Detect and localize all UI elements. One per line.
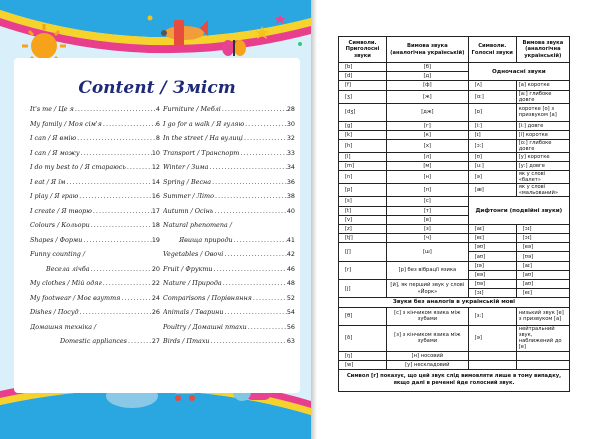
toc-entry[interactable]: Shapes / Форми ..... 19 — [30, 236, 160, 251]
table-row: [v] [в] — [339, 215, 570, 224]
toc-entry[interactable]: I eat / Я їм ..... 14 — [30, 178, 160, 193]
toc-entry[interactable]: I can / Я можу ..... 10 — [30, 149, 160, 164]
toc-entry[interactable]: Poultry / Домашні птахи ..... 56 — [163, 323, 295, 338]
table-row: [f] [ф] [ʌ] [а] коротке — [339, 81, 570, 90]
table-of-contents — [14, 58, 300, 393]
toc-entry[interactable]: Winter / Зима ..... 34 — [163, 163, 295, 178]
column-header: Вимова звука (аналогічна українській) — [516, 37, 569, 63]
toc-entry[interactable]: In the street / На вулиці ..... 32 — [163, 134, 295, 149]
table-row: [d] [д] — [339, 72, 570, 81]
table-row: [g] [г] [i:] [і:] довге — [339, 121, 570, 130]
toc-entry[interactable]: Birds / Птахи ..... 63 — [163, 337, 295, 352]
section-label: Дифтонги (подвійні звуки) — [468, 197, 569, 225]
butterfly-icon — [222, 40, 246, 56]
table-row: [k] [к] [ɪ] [і] коротке — [339, 130, 570, 139]
table-row: [ɔɪ] [eɪ] — [339, 289, 570, 298]
table-row: [aʊ] [ʊə] — [339, 252, 570, 261]
table-row: [z] [з] [aɪ] [ɔɪ] — [339, 224, 570, 233]
table-row: [w] [у] нескладовий — [339, 360, 570, 369]
table-row: [m] [м] [u:] [у:] довге — [339, 162, 570, 171]
column-header: Символи. Голосні звуки — [468, 37, 516, 63]
phonetic-table — [338, 36, 570, 392]
toc-entry[interactable]: Nature / Природа ..... 48 — [163, 279, 295, 294]
toc-entry[interactable]: Funny counting / — [30, 250, 86, 258]
table-row: [s] [с] Дифтонги (подвійні звуки) — [339, 197, 570, 206]
table-row: [ð] [з] з кінчиком язика між зубами [ə] нейтральний звук, наближений до [е] — [339, 325, 570, 351]
table-row: [eə] [aʊ] — [339, 270, 570, 279]
table-row: [n] [н] [ə] як у слові «балет» — [339, 171, 570, 184]
toc-entry[interactable]: Весела лічба ..... 20 — [30, 265, 160, 280]
table-row: [r] [р] без вібрації язика [ɪə] [aɪ] — [339, 261, 570, 270]
table-row: [l] [л] [ʊ] [у] коротке — [339, 152, 570, 161]
toc-entry[interactable]: Autumn / Осінь ..... 40 — [163, 207, 295, 222]
footnote: Символ [r] показує, що цей звук слід вимовляти лише в тому випадку, якщо далі в реченні йде голосний звук. — [339, 369, 570, 391]
toc-entry[interactable]: Domestic appliances ..... 27 — [30, 337, 160, 352]
toc-column-left — [30, 105, 160, 352]
table-row: [j] [й], як перший звук у слові «Йорк» [ʊə] [aʊ] — [339, 280, 570, 289]
table-row: [h] [х] [ɔ:] [о:] глибоке довге — [339, 139, 570, 152]
toc-entry[interactable]: Comparisons / Порівняння ..... 52 — [163, 294, 295, 309]
table-row: [ʃ] [ш] [əʊ] [eə] — [339, 243, 570, 252]
table-row: [p] [п] [æ] як у слові «мальований» — [339, 184, 570, 197]
table-row: [tʃ] [ч] [eɪ] [ɔɪ] — [339, 234, 570, 243]
table-row: [ŋ] [н] носовий — [339, 351, 570, 360]
toc-entry[interactable]: I play / Я граю ..... 16 — [30, 192, 160, 207]
table-row: [θ] [с] з кінчиком язика між зубами [ɜ:] низький звук [е] з призвуком [а] — [339, 307, 570, 325]
table-row: [t] [т] — [339, 206, 570, 215]
toc-entry[interactable]: I create / Я творю ..... 17 — [30, 207, 160, 222]
toc-entry[interactable]: I go for a walk / Я гуляю ..... 30 — [163, 120, 295, 135]
toc-entry[interactable]: My footwear / Моє взуття ..... 24 — [30, 294, 160, 309]
toc-entry[interactable]: Явища природи ..... 41 — [163, 236, 295, 251]
column-header: Символи. Приголосні звуки — [339, 37, 387, 63]
toc-entry[interactable]: Natural phenomena / — [163, 221, 232, 229]
toc-entry[interactable]: Animals / Тварини ..... 54 — [163, 308, 295, 323]
toc-entry[interactable]: My family / Моя сім'я ..... 6 — [30, 120, 160, 135]
toc-entry[interactable]: Dishes / Посуд ..... 26 — [30, 308, 160, 323]
book-spine — [311, 0, 317, 439]
table-row: [ʒ] [ж] [ɑ:] [а:] глибоке довге — [339, 90, 570, 103]
toc-entry[interactable]: Домашня техніка / — [30, 322, 97, 331]
column-header: Вимова звука (аналогічна українській) — [387, 37, 469, 63]
toc-entry[interactable]: Colours / Кольори ..... 18 — [30, 221, 160, 236]
table-row: [dʒ] [дж] [ɒ] коротке [о] з призвуком [а] — [339, 103, 570, 121]
toc-entry[interactable]: Furniture / Меблі ..... 28 — [163, 105, 295, 120]
toc-entry[interactable]: Vegetables / Овочі ..... 42 — [163, 250, 295, 265]
toc-entry[interactable]: I can / Я вмію ..... 8 — [30, 134, 160, 149]
page-title: Content / Зміст — [78, 78, 236, 98]
toc-entry[interactable]: Fruit / Фрукти ..... 46 — [163, 265, 295, 280]
toc-column-right — [163, 105, 295, 352]
table-header-row — [339, 37, 570, 63]
toc-entry[interactable]: Transport / Транспорт ..... 33 — [163, 149, 295, 164]
section-label: Звуки без аналогів в українській мові — [339, 298, 570, 307]
toc-entry[interactable]: Spring / Весна ..... 36 — [163, 178, 295, 193]
table-row: [b] [б] Одночасні звуки — [339, 63, 570, 72]
toc-entry[interactable]: My clothes / Мій одяг ..... 22 — [30, 279, 160, 294]
toc-entry[interactable]: It's me / Це я ..... 4 — [30, 105, 160, 120]
toc-entry[interactable]: Summer / Літо ..... 38 — [163, 192, 295, 207]
toc-entry[interactable]: I do my best to / Я стараюсь ..... 12 — [30, 163, 160, 178]
section-label: Одночасні звуки — [468, 63, 569, 81]
section-row — [339, 298, 570, 307]
footnote-row — [339, 369, 570, 391]
